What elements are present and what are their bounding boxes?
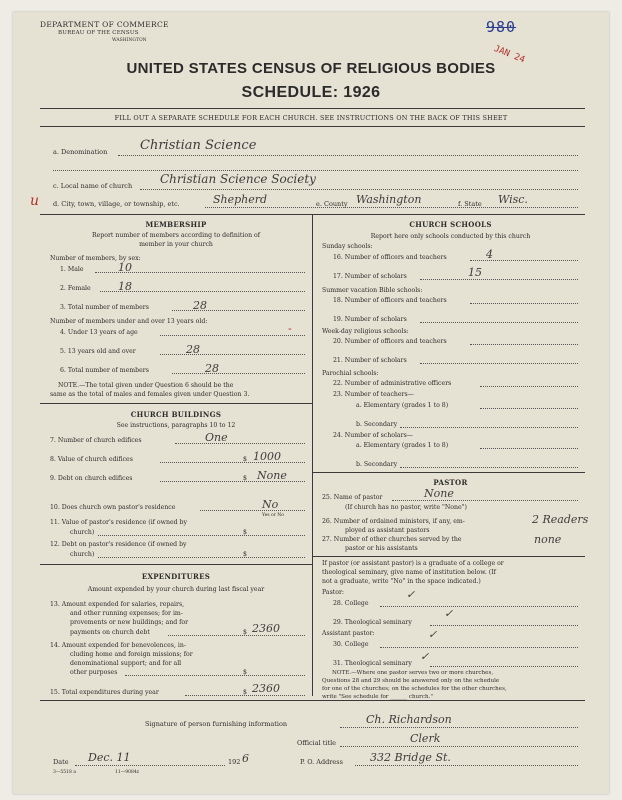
q10-hint: Yes or No [262, 513, 284, 518]
q23b-label: b. Secondary [356, 421, 398, 428]
q11-dollar: $ [243, 529, 247, 536]
pastor-note-3: for one of the churches; on the schedules for the other churches, [322, 686, 507, 692]
membership-note-1: NOTE.—The total given under Question 6 should be the [58, 382, 234, 389]
official-title-value[interactable]: Clerk [410, 732, 441, 745]
blank-line-b [53, 170, 578, 171]
q5-label: 5. 13 years old and over [60, 348, 136, 355]
department-label: DEPARTMENT OF COMMERCE [40, 20, 169, 29]
q24a-label: a. Elementary (grades 1 to 8) [356, 442, 449, 449]
q5-value[interactable]: 28 [186, 343, 200, 356]
signature-line [340, 727, 578, 728]
under-over-label: Number of members under and over 13 years old: [50, 318, 208, 325]
q13-value[interactable]: 2360 [252, 622, 280, 635]
q20-label: 20. Number of officers and teachers [333, 338, 447, 345]
buildings-rule [40, 564, 312, 565]
q18-label: 18. Number of officers and teachers [333, 297, 447, 304]
q14-line [125, 675, 305, 676]
official-title-line [340, 746, 578, 747]
graduate-line-1: If pastor (or assistant pastor) is a graduate of a college or [322, 560, 504, 567]
q22-line [480, 386, 578, 387]
q25-value[interactable]: None [424, 487, 454, 500]
q30-label: 30. College [333, 641, 369, 648]
q23a-label: a. Elementary (grades 1 to 8) [356, 402, 449, 409]
expenditures-heading: EXPENDITURES [141, 572, 211, 581]
expenditures-intro: Amount expended by your church during last fiscal year [87, 586, 265, 593]
q6-label: 6. Total number of members [60, 367, 149, 374]
q4-label: 4. Under 13 years of age [60, 329, 138, 336]
parochial-label: Parochial schools: [322, 370, 379, 377]
county-value[interactable]: Washington [356, 193, 422, 206]
signature-label: Signature of person furnishing information [145, 720, 288, 728]
q14-line-4: other purposes [70, 669, 118, 676]
q11-cont: church) [70, 529, 95, 536]
q24b-label: b. Secondary [356, 461, 398, 468]
pastor-rule [312, 556, 585, 557]
q23a-line [480, 408, 578, 409]
q23b-line [400, 427, 578, 428]
q15-label: 15. Total expenditures during year [50, 689, 159, 696]
q29-line [430, 625, 578, 626]
q7-line [175, 443, 305, 444]
membership-intro-2: member in your church [139, 241, 213, 248]
bureau-label: BUREAU OF THE CENSUS [58, 30, 139, 36]
denomination-label: a. Denomination [53, 148, 108, 156]
q8-value[interactable]: 1000 [253, 450, 281, 463]
q1-label: 1. Male [60, 266, 84, 273]
q2-value[interactable]: 18 [118, 280, 132, 293]
q8-line [160, 462, 305, 463]
q12-label: 12. Debt on pastor's residence (if owned by [50, 541, 187, 548]
local-name-line [140, 189, 578, 190]
q29-label: 29. Theological seminary [333, 619, 412, 626]
membership-note-2: same as the total of males and females given under Question 3. [50, 391, 250, 398]
q17-line [420, 279, 578, 280]
top-rule [40, 108, 585, 109]
q10-label: 10. Does church own pastor's residence [50, 504, 176, 511]
q25-line [392, 500, 578, 501]
q7-label: 7. Number of church edifices [50, 437, 142, 444]
date-line [75, 765, 225, 766]
q21-label: 21. Number of scholars [333, 357, 407, 364]
q3-line [172, 310, 305, 311]
q12-dollar: $ [243, 551, 247, 558]
q15-dollar: $ [243, 689, 247, 696]
q28-line [380, 606, 578, 607]
q30-line [380, 647, 578, 648]
q17-value[interactable]: 15 [468, 266, 482, 279]
city-label: d. City, town, village, or township, etc. [53, 200, 180, 208]
q16-line [470, 260, 578, 261]
q26-line-2: ployed as assistant pastors [345, 527, 430, 534]
state-label: f. State [458, 200, 482, 208]
date-value[interactable]: Dec. 11 [88, 751, 131, 764]
q2-label: 2. Female [60, 285, 91, 292]
received-date-stamp: JAN 24 [492, 44, 527, 66]
city-value[interactable]: Shepherd [213, 193, 268, 206]
official-title-label: Official title [297, 739, 336, 747]
q25-label: 25. Name of pastor [322, 494, 383, 501]
buildings-see: See instructions, paragraphs 10 to 12 [116, 422, 236, 429]
address-value[interactable]: 332 Bridge St. [370, 751, 451, 764]
q13-line-4: payments on church debt [70, 629, 150, 636]
q9-value[interactable]: None [257, 469, 287, 482]
schools-rule [312, 472, 585, 473]
q19-line [420, 322, 578, 323]
form-instruction: FILL OUT A SEPARATE SCHEDULE FOR EACH CHURCH. SEE INSTRUCTIONS ON THE BACK OF THIS SHEET [114, 114, 508, 122]
denomination-value[interactable]: Christian Science [140, 138, 257, 153]
q1-value[interactable]: 10 [118, 261, 132, 274]
margin-mark: u [30, 193, 40, 209]
q9-line [160, 481, 305, 482]
signature-value[interactable]: Ch. Richardson [366, 713, 452, 726]
q21-line [420, 363, 578, 364]
schools-heading: CHURCH SCHOOLS [409, 220, 492, 229]
q11-label: 11. Value of pastor's residence (if owned by [50, 519, 187, 526]
year-prefix: 192 [228, 758, 241, 766]
local-name-value[interactable]: Christian Science Society [160, 172, 316, 186]
q14-line-3: denominational support; and for all [70, 660, 182, 667]
q31-line [430, 666, 578, 667]
pastor-subhead: Pastor: [322, 589, 345, 596]
q17-label: 17. Number of scholars [333, 273, 407, 280]
graduate-line-2: theological seminary, give name of institution below. (If [322, 569, 496, 576]
q7-value[interactable]: One [205, 431, 228, 444]
q27-line-2: pastor or his assistants [345, 545, 418, 552]
city-label: WASHINGTON [112, 38, 147, 43]
column-divider [312, 214, 313, 696]
q12-line [98, 557, 305, 558]
q14-line-2: cluding home and foreign missions; for [70, 651, 193, 658]
schools-intro: Report here only schools conducted by this church [370, 233, 531, 240]
q6-value[interactable]: 28 [205, 362, 219, 375]
pastor-heading: PASTOR [433, 478, 468, 487]
assistant-subhead: Assistant pastor: [322, 630, 375, 637]
q26-value[interactable]: 2 Readers [532, 513, 589, 526]
q15-value[interactable]: 2360 [252, 682, 280, 695]
membership-heading: MEMBERSHIP [145, 220, 207, 229]
q13-dollar: $ [243, 629, 247, 636]
q28-label: 28. College [333, 600, 369, 607]
state-value[interactable]: Wisc. [498, 193, 528, 206]
q3-value[interactable]: 28 [193, 299, 207, 312]
q9-dollar: $ [243, 475, 247, 482]
q24-label: 24. Number of scholars— [333, 432, 413, 439]
pastor-note-1: NOTE.—Where one pastor serves two or more churches, [332, 670, 494, 676]
q4-value[interactable]: - [288, 322, 292, 335]
form-subtitle: SCHEDULE: 1926 [241, 84, 381, 101]
sunday-label: Sunday schools: [322, 243, 373, 250]
q8-dollar: $ [243, 456, 247, 463]
q14-line-1: 14. Amount expended for benevolences, in- [50, 642, 186, 649]
q25-hint: (If church has no pastor, write "None") [345, 504, 467, 511]
pastor-note-2: Questions 28 and 29 should be answered only on the schedule [322, 678, 500, 684]
q15-line [185, 695, 305, 696]
q3-label: 3. Total number of members [60, 304, 149, 311]
q18-line [470, 303, 578, 304]
q12-cont: church) [70, 551, 95, 558]
q27-value[interactable]: none [534, 533, 562, 546]
q20-line [470, 344, 578, 345]
denomination-line [118, 155, 578, 156]
q11-line [98, 535, 305, 536]
q13-line-2: and other running expenses; for im- [70, 610, 183, 617]
q27-line-1: 27. Number of other churches served by the [322, 536, 462, 543]
county-label: e. County [316, 200, 348, 208]
instruction-rule [40, 126, 585, 127]
q16-value[interactable]: 4 [486, 248, 493, 261]
q14-dollar: $ [243, 669, 247, 676]
q24a-line [480, 448, 578, 449]
print-code-1: 3—5518 a [53, 770, 76, 775]
summer-label: Summer vacation Bible schools: [322, 287, 423, 294]
buildings-heading: CHURCH BUILDINGS [130, 410, 222, 419]
q10-value[interactable]: No [262, 498, 279, 511]
address-line [355, 765, 578, 766]
q6-line [172, 373, 305, 374]
q4-line [160, 335, 305, 336]
stamp-number: 980 [486, 18, 517, 36]
q1-line [95, 272, 305, 273]
date-label: Date [53, 758, 69, 766]
pastor-note-4: write "See schedule for ______ church." [322, 694, 433, 700]
form-title: UNITED STATES CENSUS OF RELIGIOUS BODIES [126, 60, 496, 77]
q5-line [160, 354, 305, 355]
q22-label: 22. Number of administrative officers [333, 380, 452, 387]
q13-line-1: 13. Amount expended for salaries, repairs, [50, 601, 185, 608]
q19-label: 19. Number of scholars [333, 316, 407, 323]
local-name-label: c. Local name of church [53, 182, 133, 190]
address-label: P. O. Address [300, 758, 343, 766]
q8-label: 8. Value of church edifices [50, 456, 133, 463]
q13-line-3: provements or new buildings; and for [70, 619, 189, 626]
graduate-line-3: not a graduate, write "No" in the space indicated.) [322, 578, 481, 585]
q31-label: 31. Theological seminary [333, 660, 412, 667]
q23-label: 23. Number of teachers— [333, 391, 414, 398]
print-code-2: 11—9084z [115, 770, 140, 775]
q16-label: 16. Number of officers and teachers [333, 254, 447, 261]
q24b-line [400, 467, 578, 468]
bottom-rule [40, 700, 585, 701]
year-digit[interactable]: 6 [242, 752, 249, 765]
q2-line [100, 291, 305, 292]
q9-label: 9. Debt on church edifices [50, 475, 133, 482]
q13-line [168, 635, 305, 636]
weekday-label: Week-day religious schools: [322, 328, 409, 335]
q10-line [200, 510, 305, 511]
by-sex-label: Number of members, by sex: [50, 255, 141, 262]
membership-intro-1: Report number of members according to definition of [91, 232, 261, 239]
city-line [205, 207, 578, 208]
q26-line-1: 26. Number of ordained ministers, if any, em- [322, 518, 465, 525]
membership-rule [40, 403, 312, 404]
